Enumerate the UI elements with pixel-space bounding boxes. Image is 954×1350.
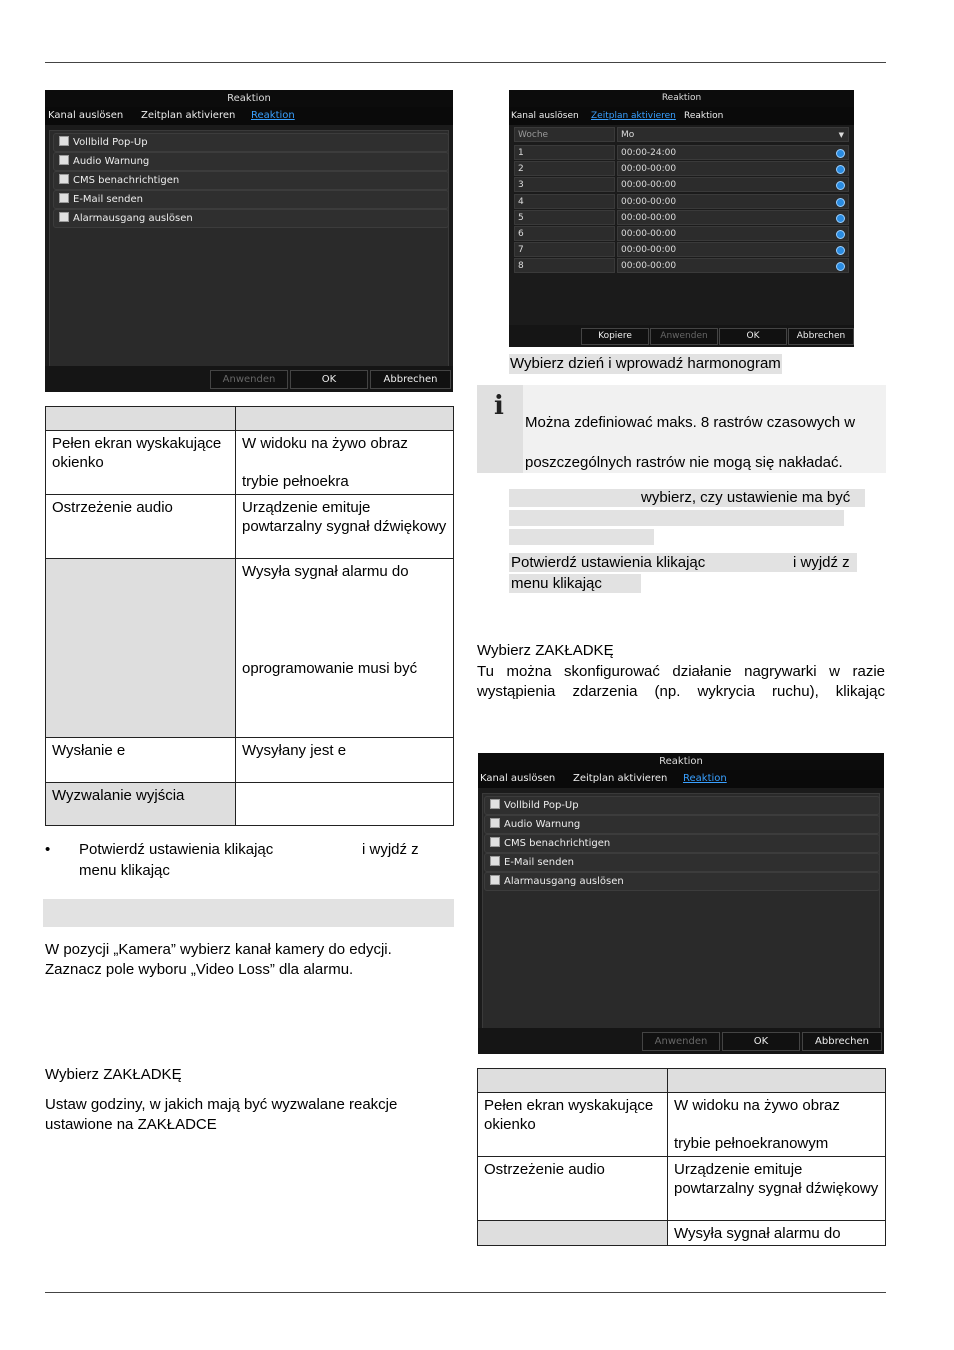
note-line1: Można zdefiniować maks. 8 rastrów czasowych w (525, 414, 856, 431)
schedule-row[interactable] (514, 258, 849, 273)
table-header-cell (236, 407, 454, 431)
schedule-row[interactable] (514, 161, 849, 176)
apply-button[interactable]: Anwenden (650, 328, 718, 345)
ok-button[interactable]: OK (722, 1032, 800, 1051)
edit-icon[interactable] (836, 149, 845, 158)
top-rule (45, 62, 886, 63)
edit-icon[interactable] (836, 181, 845, 190)
table-cell (236, 783, 454, 826)
table-cell: Urządzenie emituje powtarzalny sygnał dźwiękowy (236, 495, 454, 559)
schedule-row-number: 1 (514, 145, 615, 160)
table-row (478, 1221, 886, 1246)
shaded-line (509, 510, 844, 526)
shaded-line (509, 529, 654, 545)
option-alarmausgang[interactable]: Alarmausgang auslösen (484, 872, 880, 891)
dvr-title: Reaktion (478, 753, 884, 770)
table-cell: Urządzenie emituje powtarzalny sygnał dźwiękowy (668, 1157, 886, 1221)
option-vollbild-popup[interactable]: Vollbild Pop-Up (53, 133, 449, 152)
confirm-text-1a: Potwierdź ustawienia klikając (511, 554, 706, 571)
table-cell (478, 1221, 668, 1246)
edit-icon[interactable] (836, 198, 845, 207)
tab-zeitplan-aktivieren[interactable]: Zeitplan aktivieren (591, 111, 676, 121)
schedule-row[interactable] (514, 145, 849, 160)
paragraph-camera-line1: W pozycji „Kamera” wybierz kanał kamery do edycji. (45, 941, 392, 958)
confirm-text-1b: i wyjdź z (793, 554, 850, 571)
paragraph-hours-line1: Ustaw godziny, w jakich mają być wyzwalane reakcje (45, 1096, 398, 1113)
bullet-text-end: menu klikając (79, 862, 170, 879)
table-cell: Pełen ekran wyskakujące okienko (46, 431, 236, 495)
copy-button[interactable]: Kopiere (581, 328, 649, 345)
right-reaction-table (477, 1068, 886, 1246)
schedule-row[interactable] (514, 177, 849, 192)
schedule-time: 00:00-00:00 (621, 180, 677, 191)
left-reaction-table (45, 406, 454, 826)
cancel-button[interactable]: Abbrechen (370, 370, 451, 389)
table-cell: Ostrzeżenie audio (46, 495, 236, 559)
checkbox[interactable] (490, 856, 500, 866)
table-cell: Wysyła sygnał alarmu do (668, 1221, 886, 1246)
checkbox[interactable] (490, 799, 500, 809)
option-alarmausgang[interactable]: Alarmausgang auslösen (53, 209, 449, 228)
table-cell: Pełen ekran wyskakujące okienko (478, 1093, 668, 1157)
table-row (478, 1157, 886, 1221)
edit-icon[interactable] (836, 165, 845, 174)
option-audio-warnung[interactable]: Audio Warnung (53, 152, 449, 171)
apply-button[interactable]: Anwenden (210, 370, 288, 389)
schedule-row[interactable] (514, 194, 849, 209)
option-email-senden[interactable]: E-Mail senden (484, 853, 880, 872)
schedule-time-field[interactable] (617, 194, 849, 209)
section-heading-bar (43, 899, 454, 927)
schedule-row[interactable] (514, 226, 849, 241)
ok-button[interactable]: OK (719, 328, 787, 345)
schedule-time: 00:00-24:00 (621, 148, 677, 158)
dvr-title: Reaktion (45, 90, 453, 107)
schedule-row-number: 5 (514, 210, 615, 225)
schedule-time-field[interactable] (617, 226, 849, 241)
tab-reaktion[interactable]: Reaktion (684, 111, 724, 121)
ok-button[interactable]: OK (290, 370, 368, 389)
schedule-row-number: 6 (514, 226, 615, 241)
bullet-dot: • (45, 841, 51, 858)
schedule-row[interactable] (514, 210, 849, 225)
week-select-row[interactable] (514, 127, 849, 142)
tab-reaktion[interactable]: Reaktion (251, 110, 295, 121)
option-cms-benachrichtigen[interactable]: CMS benachrichtigen (53, 171, 449, 190)
tab-kanal-ausloesen[interactable]: Kanal auslösen (48, 110, 124, 121)
checkbox[interactable] (59, 193, 69, 203)
schedule-time-field[interactable] (617, 177, 849, 192)
table-header-cell (478, 1069, 668, 1093)
schedule-caption: Wybierz dzień i wprowadź harmonogram (510, 355, 781, 372)
schedule-row[interactable] (514, 242, 849, 257)
table-row (46, 783, 454, 826)
table-cell (46, 559, 236, 738)
checkbox[interactable] (59, 136, 69, 146)
checkbox[interactable] (490, 818, 500, 828)
schedule-time: 00:00-00:00 (621, 212, 677, 223)
table-row (478, 1093, 886, 1157)
dvr-title: Reaktion (509, 90, 854, 107)
edit-icon[interactable] (836, 262, 845, 271)
option-email-senden[interactable]: E-Mail senden (53, 190, 449, 209)
schedule-time-field[interactable] (617, 210, 849, 225)
tab-kanal-ausloesen[interactable]: Kanal auslösen (511, 111, 579, 121)
schedule-time-field[interactable] (617, 145, 849, 160)
cancel-button[interactable]: Abbrechen (788, 328, 854, 345)
dvr-schedule-screenshot (509, 90, 854, 347)
table-row (46, 495, 454, 559)
edit-icon[interactable] (836, 214, 845, 223)
edit-icon[interactable] (836, 230, 845, 239)
option-cms-benachrichtigen[interactable]: CMS benachrichtigen (484, 834, 880, 853)
paragraph-hours-line2: ustawione na ZAKŁADCE (45, 1116, 217, 1133)
select-setting-text: wybierz, czy ustawienie ma być (641, 489, 851, 506)
table-cell: Wysłanie e (46, 738, 236, 783)
option-audio-warnung[interactable]: Audio Warnung (484, 815, 880, 834)
table-header-cell (668, 1069, 886, 1093)
info-icon: i (494, 391, 504, 421)
schedule-time: 00:00-00:00 (621, 261, 677, 272)
tab-zeitplan-aktivieren[interactable]: Zeitplan aktivieren (141, 110, 236, 121)
paragraph-line2: wystąpienia zdarzenia (np. wykrycia ruchu), klikając (477, 683, 885, 700)
bullet-text: Potwierdź ustawienia klikając (79, 841, 274, 858)
week-select[interactable]: Mo ▼ (617, 127, 849, 142)
table-cell: Wysyła sygnał alarmu do oprogramowanie musi być (236, 559, 454, 738)
checkbox[interactable] (490, 875, 500, 885)
tab-reaktion[interactable]: Reaktion (683, 773, 727, 784)
table-header-cell (46, 407, 236, 431)
checkbox[interactable] (59, 174, 69, 184)
schedule-row-number: 7 (514, 242, 615, 257)
note-line2: poszczególnych rastrów nie mogą się nakładać. (525, 454, 843, 471)
checkbox[interactable] (59, 212, 69, 222)
schedule-time-field[interactable] (617, 161, 849, 176)
checkbox[interactable] (59, 155, 69, 165)
schedule-time: 00:00-00:00 (621, 229, 677, 239)
chevron-down-icon: ▼ (838, 131, 844, 139)
paragraph-camera-line2: Zaznacz pole wyboru „Video Loss” dla alarmu. (45, 961, 354, 978)
schedule-row-number: 8 (514, 258, 615, 273)
schedule-row-number: 3 (514, 177, 615, 192)
select-tab-text: Wybierz ZAKŁADKĘ (477, 642, 614, 659)
schedule-row-number: 2 (514, 161, 615, 176)
table-cell: Ostrzeżenie audio (478, 1157, 668, 1221)
tab-zeitplan-aktivieren[interactable]: Zeitplan aktivieren (573, 773, 668, 784)
tab-kanal-ausloesen[interactable]: Kanal auslösen (480, 773, 556, 784)
schedule-time: 00:00-00:00 (621, 196, 677, 207)
table-cell: W widoku na żywo obraz trybie pełnoekranowym (668, 1093, 886, 1157)
info-note (477, 385, 886, 473)
edit-icon[interactable] (836, 246, 845, 255)
table-cell: W widoku na żywo obraz trybie pełnoekra (236, 431, 454, 495)
option-vollbild-popup[interactable]: Vollbild Pop-Up (484, 796, 880, 815)
dvr-reaction-screenshot-right (478, 753, 884, 1054)
dvr-reaction-screenshot-left (45, 90, 453, 392)
table-row (46, 559, 454, 738)
table-row (46, 738, 454, 783)
schedule-time-field[interactable] (617, 258, 849, 273)
table-cell: Wysyłany jest e (236, 738, 454, 783)
schedule-row-number: 4 (514, 194, 615, 209)
apply-button[interactable]: Anwenden (642, 1032, 720, 1051)
week-label: Woche (514, 127, 615, 142)
paragraph-select-tab: Wybierz ZAKŁADKĘ (45, 1066, 182, 1083)
schedule-time-field[interactable] (617, 242, 849, 257)
bottom-rule (45, 1292, 886, 1293)
table-row (46, 431, 454, 495)
table-cell: Wyzwalanie wyjścia (46, 783, 236, 826)
schedule-time: 00:00-00:00 (621, 164, 677, 175)
bullet-text-mid: i wyjdź z (362, 841, 419, 858)
paragraph-line1: Tu można skonfigurować działanie nagrywarki w razie (477, 663, 885, 680)
schedule-time: 00:00-00:00 (621, 245, 677, 256)
confirm-text-2: menu klikając (511, 575, 602, 592)
cancel-button[interactable]: Abbrechen (802, 1032, 882, 1051)
checkbox[interactable] (490, 837, 500, 847)
